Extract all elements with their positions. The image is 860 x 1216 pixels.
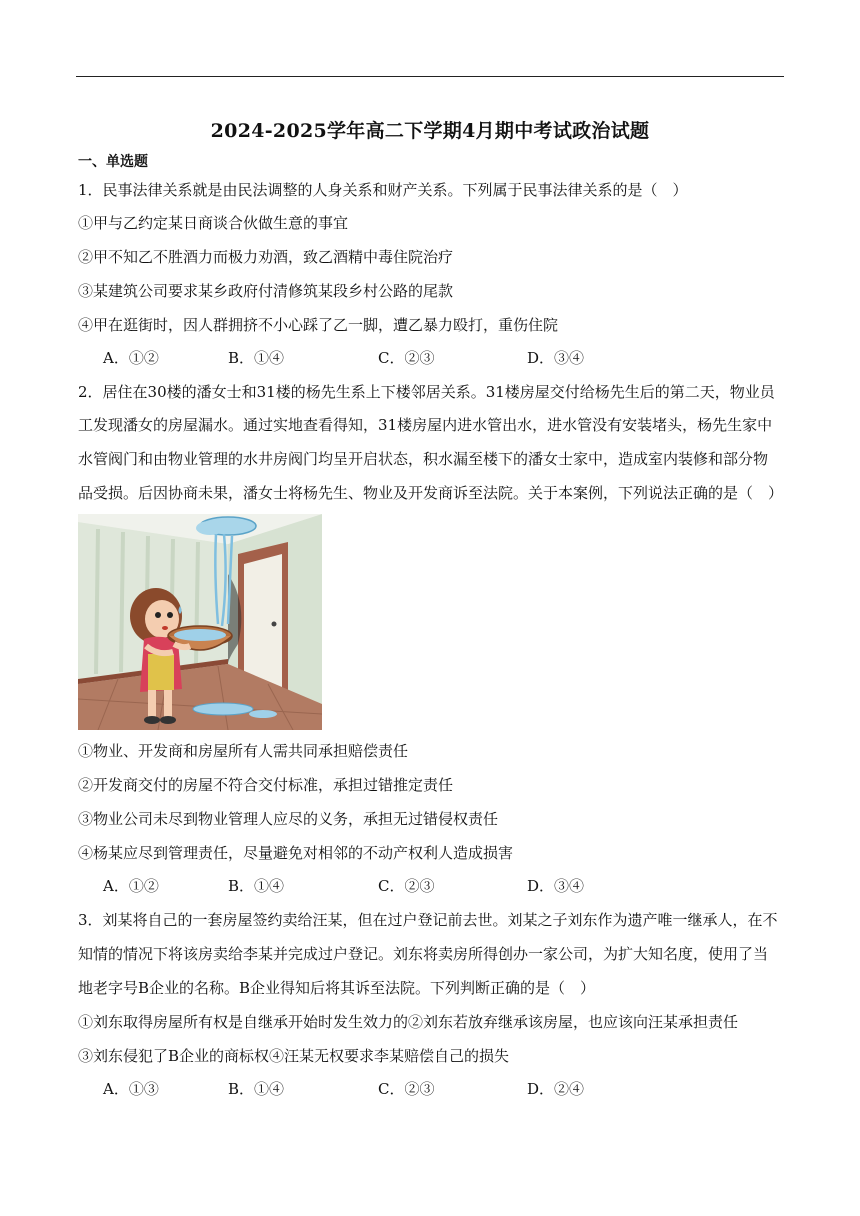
q2-stem-line-4: 品受损。后因协商未果，潘女士将杨先生、物业及开发商诉至法院。关于本案例，下列说法正确的是（ ） bbox=[78, 484, 784, 502]
q3-option-d[interactable]: D．②④ bbox=[527, 1080, 585, 1098]
q3-option-b[interactable]: B．①④ bbox=[228, 1080, 285, 1098]
q2-stem-line-2: 工发现潘女的房屋漏水。通过实地查看得知，31楼房屋内进水管出水，进水管没有安装堵头，杨先生家中 bbox=[78, 416, 773, 434]
q3-item-1: ①刘东取得房屋所有权是自继承开始时发生效力的②刘东若放弃继承该房屋，也应该向汪某承担责任 bbox=[78, 1013, 739, 1031]
q2-option-c[interactable]: C．②③ bbox=[378, 877, 435, 895]
q2-option-a[interactable]: A．①② bbox=[103, 877, 159, 895]
q3-stem-line-3: 地老字号B企业的名称。B企业得知后将其诉至法院。下列判断正确的是（ ） bbox=[78, 979, 596, 997]
q3-option-a[interactable]: A．①③ bbox=[103, 1080, 159, 1098]
q1-stem: 1．民事法律关系就是由民法调整的人身关系和财产关系。下列属于民事法律关系的是（ ） bbox=[78, 181, 688, 199]
q2-item-1: ①物业、开发商和房屋所有人需共同承担赔偿责任 bbox=[78, 742, 409, 760]
header-rule bbox=[76, 76, 784, 77]
q2-option-d[interactable]: D．③④ bbox=[527, 877, 585, 895]
q1-item-4: ④甲在逛街时，因人群拥挤不小心踩了乙一脚，遭乙暴力殴打，重伤住院 bbox=[78, 316, 559, 334]
q2-option-b[interactable]: B．①④ bbox=[228, 877, 285, 895]
q3-stem-line-2: 知情的情况下将该房卖给李某并完成过户登记。刘东将卖房所得创办一家公司，为扩大知名度，使用了当 bbox=[78, 945, 769, 963]
q2-item-2: ②开发商交付的房屋不符合交付标准，承担过错推定责任 bbox=[78, 776, 454, 794]
q1-option-b[interactable]: B．①④ bbox=[228, 349, 285, 367]
q1-option-d[interactable]: D．③④ bbox=[527, 349, 585, 367]
q2-item-3: ③物业公司未尽到物业管理人应尽的义务，承担无过错侵权责任 bbox=[78, 810, 499, 828]
q1-item-1: ①甲与乙约定某日商谈合伙做生意的事宜 bbox=[78, 214, 349, 232]
page-title: 2024-2025学年高二下学期4月期中考试政治试题 bbox=[210, 120, 650, 142]
q2-item-4: ④杨某应尽到管理责任，尽量避免对相邻的不动产权利人造成损害 bbox=[78, 844, 514, 862]
q1-option-c[interactable]: C．②③ bbox=[378, 349, 435, 367]
q1-option-a[interactable]: A．①② bbox=[103, 349, 159, 367]
q1-item-3: ③某建筑公司要求某乡政府付清修筑某段乡村公路的尾款 bbox=[78, 282, 454, 300]
q3-item-2: ③刘东侵犯了B企业的商标权④汪某无权要求李某赔偿自己的损失 bbox=[78, 1047, 510, 1065]
q3-option-c[interactable]: C．②③ bbox=[378, 1080, 435, 1098]
q1-item-2: ②甲不知乙不胜酒力而极力劝酒，致乙酒精中毒住院治疗 bbox=[78, 248, 454, 266]
q2-stem-line-1: 2．居住在30楼的潘女士和31楼的杨先生系上下楼邻居关系。31楼房屋交付给杨先生后的第二天，物业员 bbox=[78, 383, 775, 401]
q2-stem-line-3: 水管阀门和由物业管理的水井房阀门均呈开启状态，积水漏至楼下的潘女士家中，造成室内装修和部分物 bbox=[78, 450, 769, 468]
q3-stem-line-1: 3．刘某将自己的一套房屋签约卖给汪某，但在过户登记前去世。刘某之子刘东作为遗产唯一继承人，在不 bbox=[78, 911, 778, 929]
water-leak-illustration bbox=[78, 514, 322, 730]
section-heading: 一、单选题 bbox=[78, 154, 148, 170]
